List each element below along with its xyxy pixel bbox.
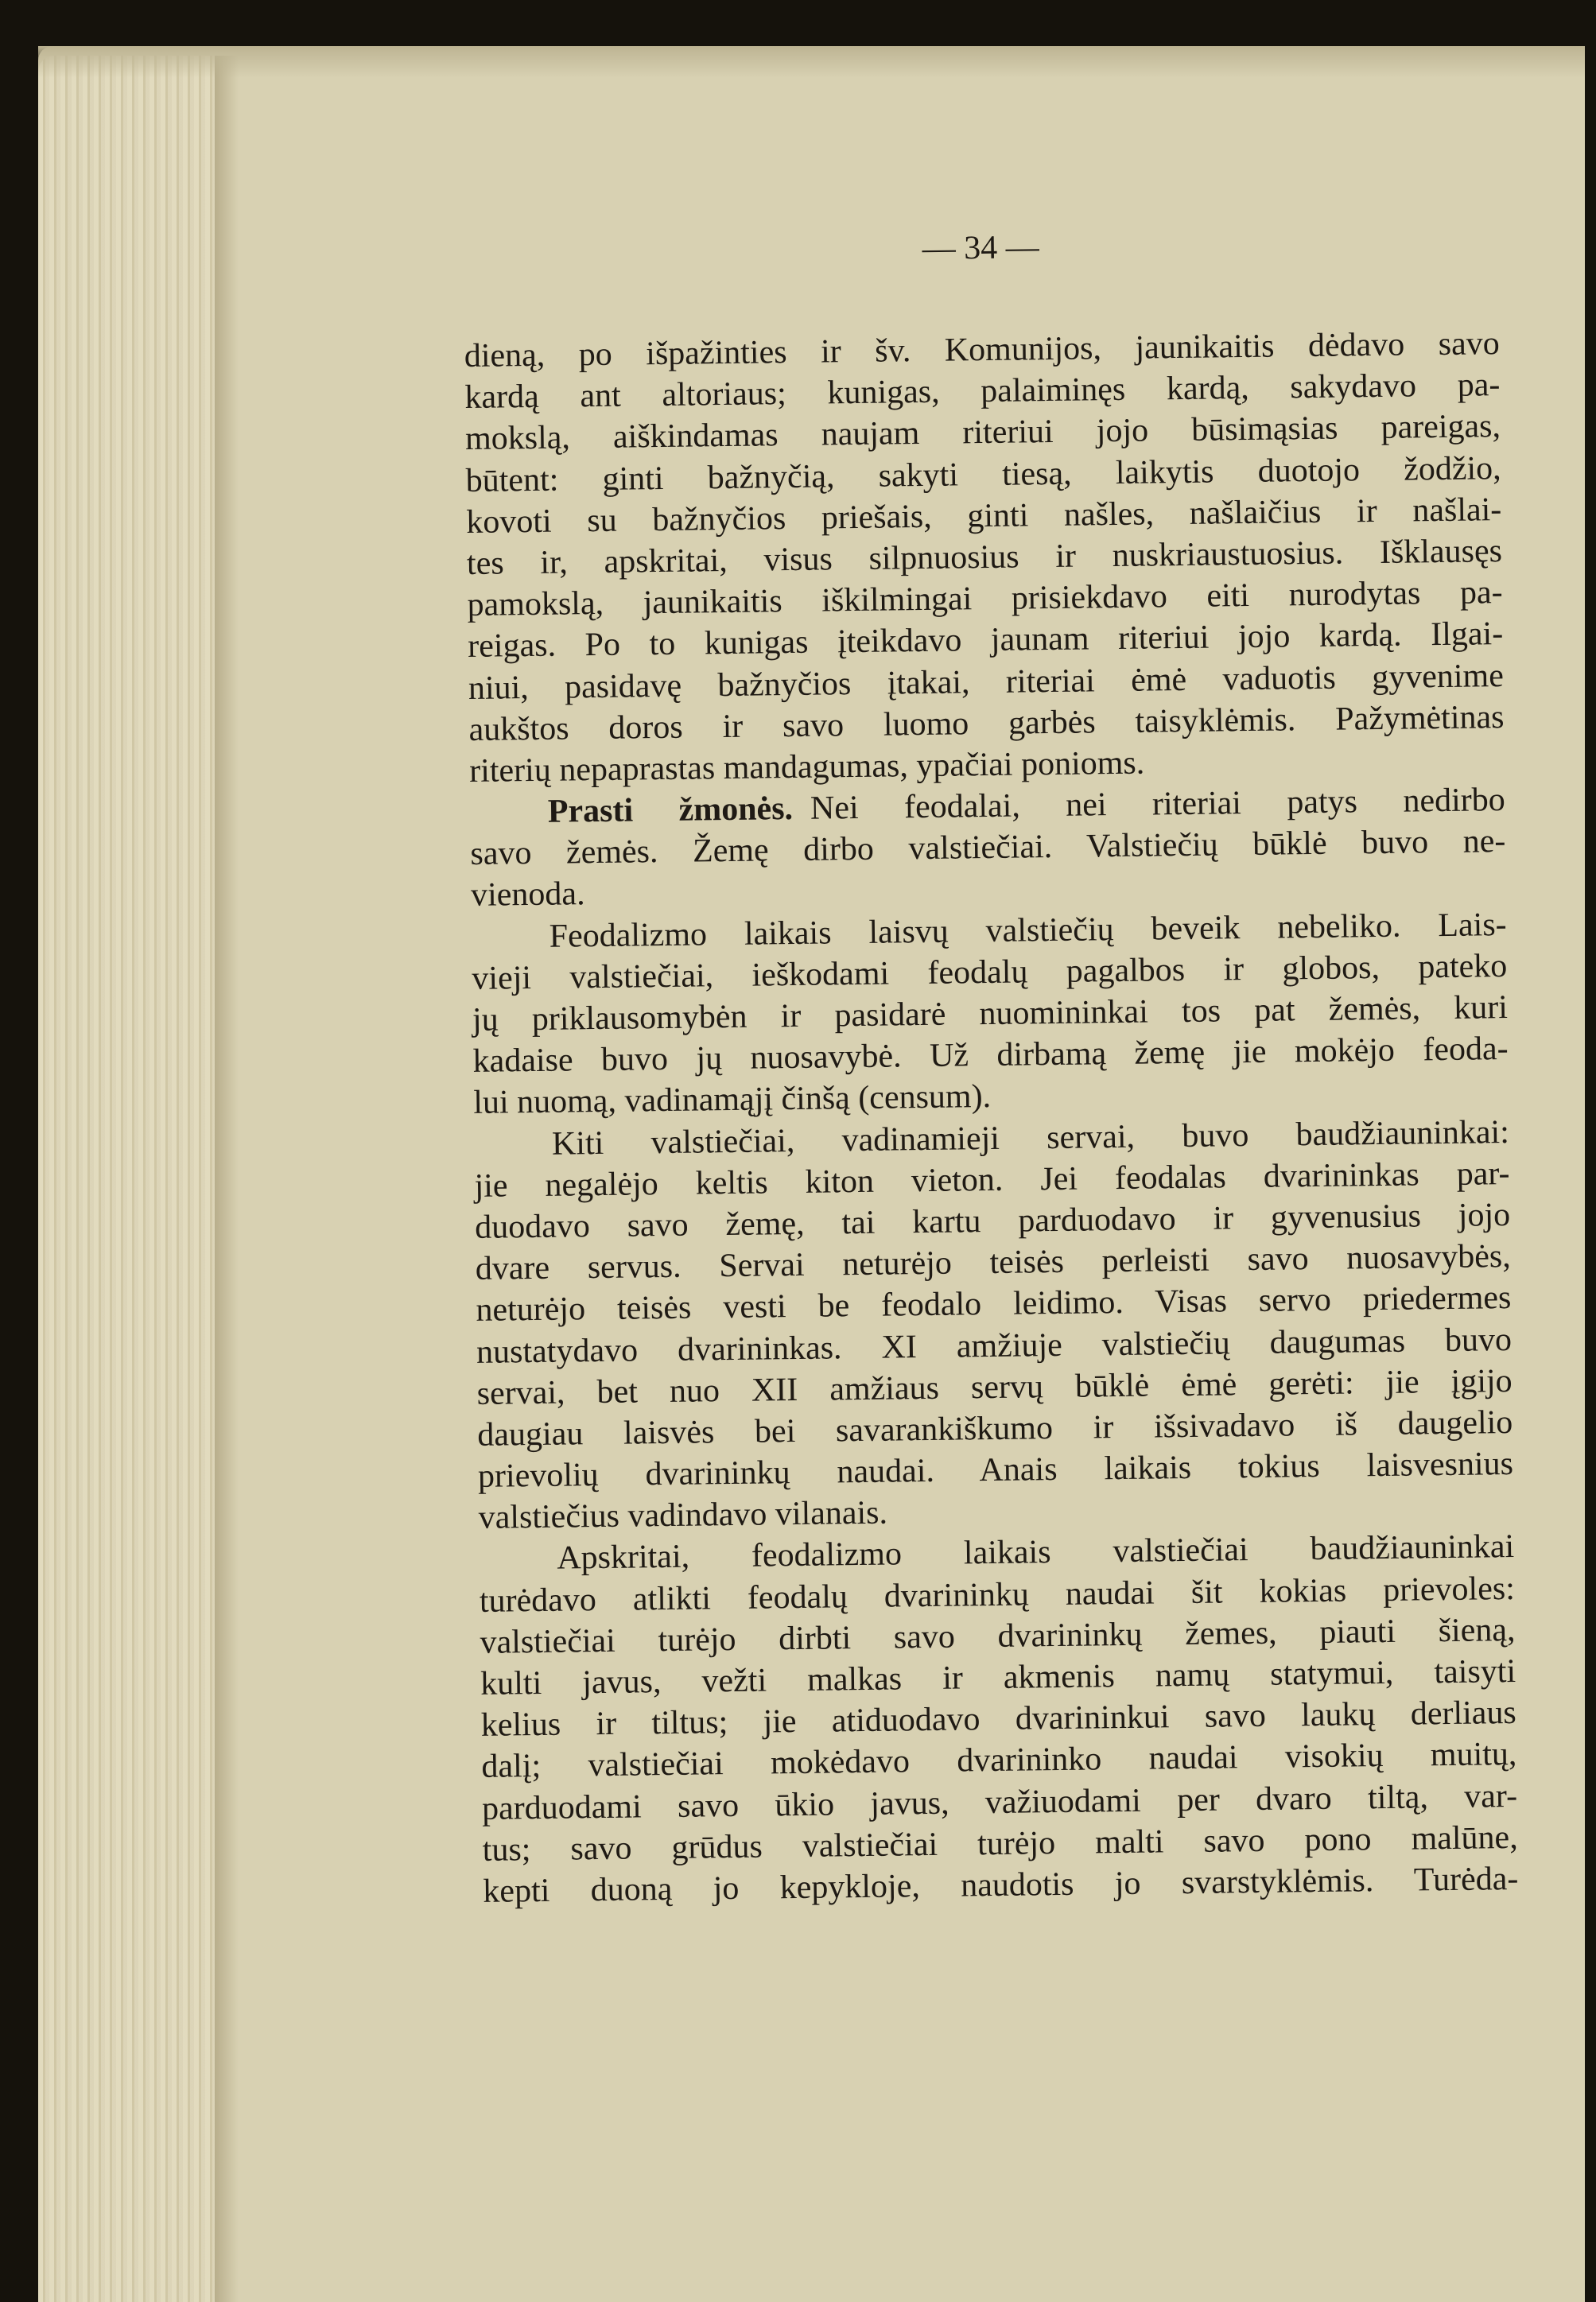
page-number: — 34 — <box>922 229 1039 267</box>
line-text: dvare servus. Servai neturėjo teisės perleisti savo nuosavybės, <box>475 1238 1512 1288</box>
line-text: prievolių dvarininkų naudai. Anais laikais tokius laisvesnius <box>477 1446 1514 1495</box>
line-text: daugiau laisvės bei savarankiškumo ir išsivadavo iš daugelio <box>477 1403 1513 1454</box>
line-text: servai, bet nuo XII amžiaus servų būklė ėmė gerėti: jie įgijo <box>476 1362 1513 1412</box>
line-text: dieną, po išpažinties ir šv. Komunijos, jaunikaitis dėdavo savo <box>464 325 1500 375</box>
page-text <box>463 226 1519 1912</box>
line-text: kelius ir tiltus; jie atiduodavo dvarininkui savo laukų derliaus <box>480 1694 1517 1745</box>
line-text: Nei feodalai, nei riteriai patys nedirbo <box>810 782 1506 827</box>
line-text: pamokslą, jaunikaitis iškilmingai prisiekdavo eiti nurodytas pa- <box>467 574 1503 624</box>
line-text: duodavo savo žemę, tai kartu parduodavo ir gyvenusius jojo <box>474 1196 1511 1246</box>
line-text: kadaise buvo jų nuosavybė. Už dirbamą žemę jie mokėjo feoda- <box>472 1031 1509 1081</box>
line-text: neturėjo teisės vesti be feodalo leidimo. Visas servo priedermes <box>476 1279 1512 1330</box>
line-text: valstiečiai turėjo dirbti savo dvarininkų žemes, piauti šieną, <box>480 1611 1516 1661</box>
page-gutter <box>215 56 239 2302</box>
page-top-shadow <box>38 46 1585 78</box>
line-text: Apskritai, feodalizmo laikais valstiečiai baudžiauninkai <box>557 1528 1515 1578</box>
line-text: nustatydavo dvarininkas. XI amžiuje valstiečių daugumas buvo <box>476 1321 1513 1371</box>
page-edges <box>38 56 221 2302</box>
line-text: Feodalizmo laikais laisvų valstiečių beveik nebeliko. Lais- <box>549 906 1507 955</box>
line-text: vieji valstiečiai, ieškodami feodalų pagalbos ir globos, pateko <box>472 947 1508 997</box>
line-text: riterių nepaprastas mandagumas, ypačiai ponioms. <box>468 744 1145 790</box>
line-text: dalį; valstiečiai mokėdavo dvarininko naudai visokių muitų, <box>481 1736 1517 1786</box>
line-text: tus; savo grūdus valstiečiai turėjo malti savo pono malūne, <box>482 1819 1518 1869</box>
section-heading: Prasti žmonės. <box>547 790 794 830</box>
line-text: tes ir, apskritai, visus silpnuosius ir nuskriaustuosius. Išklausęs <box>466 533 1503 582</box>
line-text: Kiti valstiečiai, vadinamieji servai, buvo baudžiauninkai: <box>551 1113 1510 1163</box>
line-text: reigas. Po to kunigas įteikdavo jaunam riteriui jojo kardą. Ilgai- <box>467 615 1504 666</box>
line-text: savo žemės. Žemę dirbo valstiečiai. Valstiečių būklė buvo ne- <box>470 823 1506 873</box>
line-text: mokslą, aiškindamas naujam riteriui jojo būsimąsias pareigas, <box>464 408 1501 458</box>
line-text: niui, pasidavę bažnyčios įtakai, riteriai ėmė vaduotis gyvenime <box>468 657 1505 707</box>
line-text: jie negalėjo keltis kiton vieton. Jei feodalas dvarininkas par- <box>474 1155 1510 1205</box>
line-text: jų priklausomybėn ir pasidarė nuomininkai tos pat žemės, kuri <box>472 989 1509 1038</box>
line-text: kovoti su bažnyčios priešais, ginti našles, našlaičius ir našlai- <box>466 491 1502 541</box>
line-text: būtent: ginti bažnyčią, sakyti tiesą, laikytis duotojo žodžio, <box>465 449 1501 499</box>
line-text: turėdavo atlikti feodalų dvarininkų naudai šit kokias prievoles: <box>479 1570 1516 1620</box>
line-text: vienoda. <box>470 875 585 914</box>
line-text: aukštos doros ir savo luomo garbės taisyklėmis. Pažymėtinas <box>468 698 1505 748</box>
line-text: kulti javus, vežti malkas ir akmenis namų statymui, taisyti <box>480 1652 1516 1702</box>
line-text: valstiečius vadindavo vilanais. <box>478 1494 888 1537</box>
line-text: kepti duoną jo kepykloje, naudotis jo svarstyklėmis. Turėda- <box>483 1860 1519 1910</box>
line-text: parduodami savo ūkio javus, važiuodami per dvaro tiltą, var- <box>481 1777 1518 1827</box>
line-text: lui nuomą, vadinamąjį činšą (censum). <box>473 1078 992 1122</box>
line-text: kardą ant altoriaus; kunigas, palaiminęs kardą, sakydavo pa- <box>464 367 1501 417</box>
